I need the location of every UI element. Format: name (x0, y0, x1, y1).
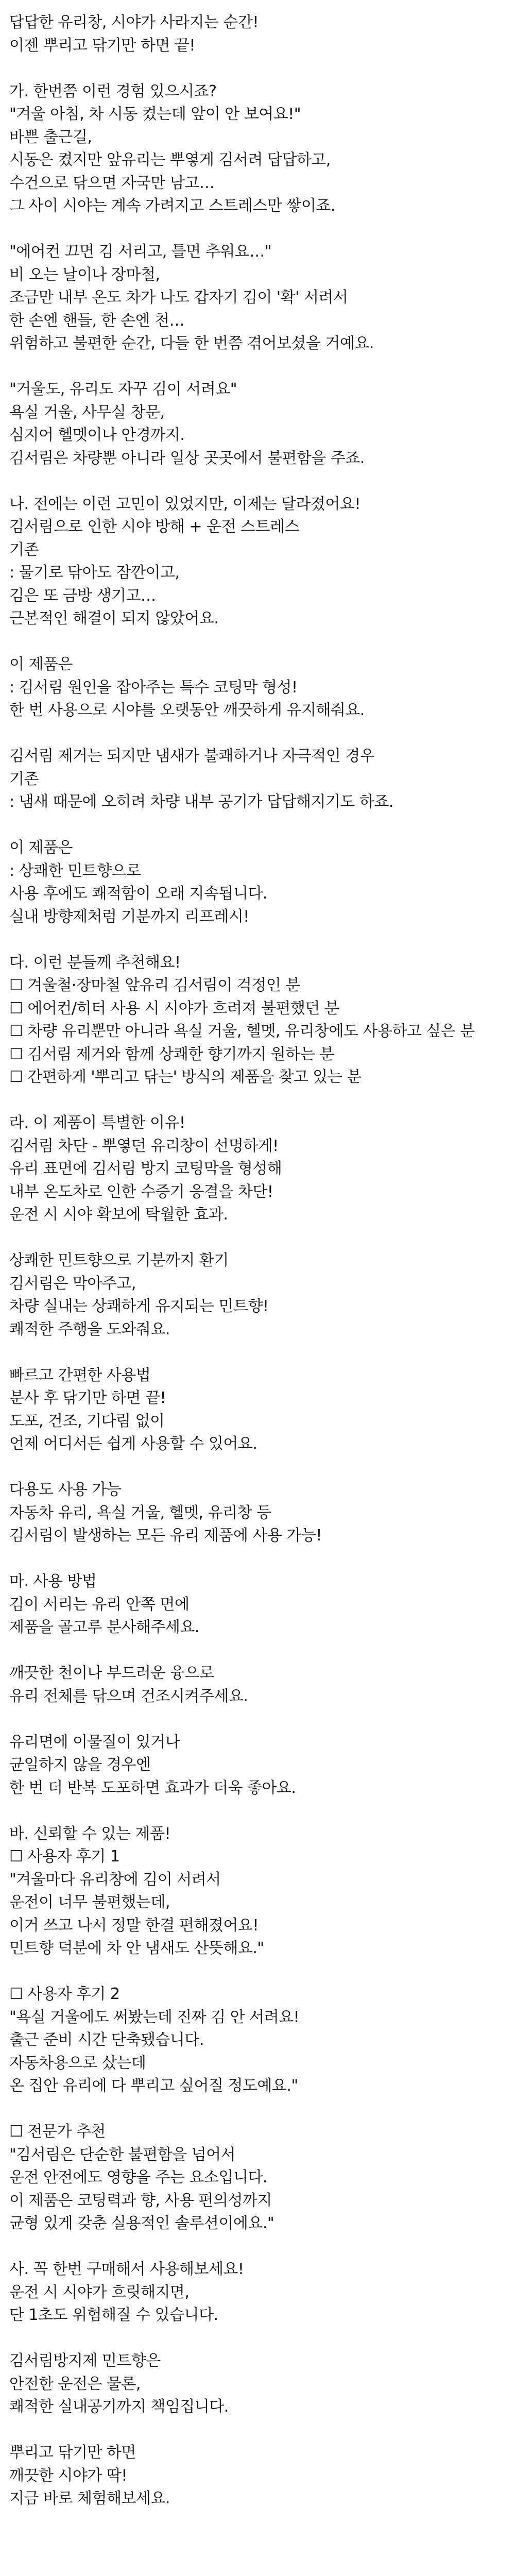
text-line: ☐ 김서림 제거와 함께 상쾌한 향기까지 원하는 분 (9, 1045, 334, 1063)
text-line: 나. 전에는 이런 고민이 있었지만, 이제는 달라졌어요! (9, 495, 360, 513)
text-line: 이 제품은 (9, 655, 73, 673)
text-line: 차량 실내는 상쾌하게 유지되는 민트향! (9, 1297, 269, 1315)
text-line: 다용도 사용 가능 (9, 1481, 122, 1499)
text-line: 상쾌한 민트향으로 기분까지 환기 (9, 1251, 229, 1269)
text-line: : 냄새 때문에 오히려 차량 내부 공기가 답답해지기도 하죠. (9, 793, 393, 811)
text-line: 김서림으로 인한 시야 방해 + 운전 스트레스 (9, 518, 300, 536)
paragraph-gap (9, 1089, 515, 1112)
paragraph (9, 11, 515, 57)
paragraph (9, 493, 515, 631)
paragraph-gap (9, 722, 515, 745)
text-line: 안전한 운전은 물론, (9, 2375, 141, 2393)
text-line: 깨끗한 시야가 딱! (9, 2466, 127, 2485)
text-line: 단 1초도 위험해질 수 있습니다. (9, 2306, 218, 2324)
paragraph (9, 1249, 515, 1341)
paragraph (9, 1823, 515, 1960)
paragraph (9, 837, 515, 928)
text-line: 사. 꼭 한번 구매해서 사용해보세요! (9, 2260, 244, 2278)
text-line: "겨울마다 유리창에 김이 서려서 (9, 1870, 221, 1889)
text-line: "에어컨 끄면 김 서리고, 틀면 추워요…" (9, 243, 272, 261)
text-line: 뿌리고 닦기만 하면 (9, 2444, 136, 2462)
text-line: 조금만 내부 온도 차가 나도 갑자기 김이 '확' 서려서 (9, 289, 348, 307)
text-line: 한 번 더 반복 도포하면 효과가 더욱 좋아요. (9, 1778, 296, 1797)
text-line: 자동차용으로 샀는데 (9, 2054, 146, 2072)
text-line: ☐ 사용자 후기 2 (9, 1985, 120, 2003)
text-line: ☐ 차량 유리뿐만 아니라 욕실 거울, 헬멧, 유리창에도 사용하고 싶은 분 (9, 1022, 475, 1040)
paragraph-gap (9, 2235, 515, 2259)
text-line: 출근 준비 시간 단축됐습니다. (9, 2031, 204, 2049)
text-line: 운전이 너무 불편했는데, (9, 1893, 170, 1911)
text-line: 내부 온도차로 인한 수증기 응결을 차단! (9, 1182, 273, 1201)
text-line: 김서림은 막아주고, (9, 1274, 136, 1293)
text-line: "욕실 거울에도 써봤는데 진짜 김 안 서려요! (9, 2008, 300, 2026)
text-line: 김서림이 발생하는 모든 유리 제품에 사용 가능! (9, 1527, 322, 1545)
text-line: 균일하지 않을 경우엔 (9, 1756, 151, 1774)
text-line: 마. 사용 방법 (9, 1572, 97, 1590)
paragraph (9, 2350, 515, 2419)
paragraph (9, 1570, 515, 1639)
text-line: 깨끗한 천이나 부드러운 융으로 (9, 1664, 214, 1682)
text-line: 빠르고 간편한 사용법 (9, 1366, 151, 1384)
paragraph-gap (9, 1341, 515, 1364)
paragraph-gap (9, 814, 515, 837)
text-line: ☐ 전문가 추천 (9, 2123, 106, 2141)
text-line: 이거 쓰고 나서 정말 한결 편해졌어요! (9, 1916, 259, 1935)
paragraph (9, 1479, 515, 1548)
text-line: 그 사이 시야는 계속 가려지고 스트레스만 쌓이죠. (9, 197, 335, 215)
text-line: ☐ 겨울철·장마철 앞유리 김서림이 걱정인 분 (9, 976, 300, 994)
text-line: 운전 시 시야 확보에 탁월한 효과. (9, 1206, 228, 1224)
text-line: 도포, 건조, 기다림 없이 (9, 1412, 165, 1430)
text-line: 한 손엔 핸들, 한 손엔 천… (9, 311, 185, 330)
paragraph (9, 1364, 515, 1456)
text-line: 자동차 유리, 욕실 거울, 헬멧, 유리창 등 (9, 1503, 271, 1522)
paragraph-gap (9, 1227, 515, 1250)
text-line: 기존 (9, 770, 39, 788)
text-line: 언제 어디서든 쉽게 사용할 수 있어요. (9, 1435, 258, 1453)
paragraph-gap (9, 928, 515, 952)
paragraph (9, 1112, 515, 1227)
paragraph (9, 1662, 515, 1708)
text-line: "겨울 아침, 차 시동 켰는데 앞이 안 보여요!" (9, 105, 301, 123)
text-line: 온 집안 유리에 다 뿌리고 싶어질 정도예요." (9, 2077, 298, 2095)
text-line: 김서림 제거는 되지만 냄새가 불쾌하거나 자극적인 경우 (9, 747, 375, 765)
text-line: "거울도, 유리도 자꾸 김이 서려요" (9, 380, 237, 398)
text-line: 김서림방지제 민트향은 (9, 2352, 161, 2370)
text-line: 김서림 차단 - 뿌옇던 유리창이 선명하게! (9, 1137, 279, 1155)
text-line: 쾌적한 주행을 도와줘요. (9, 1320, 170, 1338)
text-line: 유리 전체를 닦으며 건조시켜주세요. (9, 1687, 248, 1705)
paragraph-gap (9, 1639, 515, 1663)
text-line: ☐ 간편하게 '뿌리고 닦는' 방식의 제품을 찾고 있는 분 (9, 1068, 362, 1086)
text-line: 심지어 헬멧이나 안경까지. (9, 426, 185, 444)
paragraph-gap (9, 355, 515, 379)
paragraph (9, 80, 515, 218)
text-line: 김이 서리는 유리 안쪽 면에 (9, 1595, 190, 1614)
text-line: 욕실 거울, 사무실 창문, (9, 403, 165, 421)
text-line: 근본적인 해결이 되지 않았어요. (9, 609, 219, 628)
paragraph (9, 2121, 515, 2235)
paragraph (9, 1983, 515, 2098)
text-line: 분사 후 닦기만 하면 끝! (9, 1389, 166, 1407)
text-line: : 상쾌한 민트향으로 (9, 861, 141, 880)
text-line: 이 제품은 코팅력과 향, 사용 편의성까지 (9, 2191, 272, 2210)
text-line: 유리면에 이물질이 있거나 (9, 1733, 180, 1751)
text-line: 민트향 덕분에 차 안 냄새도 산뜻해요." (9, 1939, 264, 1957)
paragraph-gap (9, 57, 515, 80)
text-line: 답답한 유리창, 시야가 사라지는 순간! (9, 13, 259, 31)
paragraph-gap (9, 218, 515, 241)
text-line: : 김서림 원인을 잡아주는 특수 코팅막 형성! (9, 678, 298, 697)
text-line: 실내 방향제처럼 기분까지 리프레시! (9, 907, 249, 926)
text-line: 수건으로 닦으면 자국만 남고… (9, 174, 215, 192)
text-line: 운전 안전에도 영향을 주는 요소입니다. (9, 2168, 267, 2187)
text-line: 기존 (9, 540, 39, 559)
text-line: 바쁜 출근길, (9, 128, 92, 146)
paragraph (9, 653, 515, 722)
text-line: 바. 신뢰할 수 있는 제품! (9, 1824, 171, 1843)
paragraph (9, 745, 515, 814)
paragraph (9, 241, 515, 355)
text-line: 균형 있게 갖춘 실용적인 솔루션이에요." (9, 2214, 274, 2232)
text-line: 김서림은 차량뿐 아니라 일상 곳곳에서 불편함을 주죠. (9, 449, 365, 467)
text-line: 쾌적한 실내공기까지 책임집니다. (9, 2398, 229, 2416)
paragraph-gap (9, 2419, 515, 2442)
paragraph-gap (9, 1548, 515, 1571)
text-line: 가. 한번쯤 이런 경험 있으시죠? (9, 82, 217, 100)
paragraph (9, 1731, 515, 1800)
paragraph-gap (9, 1708, 515, 1731)
text-line: : 물기로 닦아도 잠깐이고, (9, 564, 180, 582)
paragraph-gap (9, 2098, 515, 2121)
text-line: ☐ 사용자 후기 1 (9, 1848, 120, 1866)
paragraph-gap (9, 470, 515, 493)
text-line: "김서림은 단순한 불편함을 넘어서 (9, 2145, 236, 2164)
paragraph-gap (9, 1800, 515, 1823)
text-line: 사용 후에도 쾌적함이 오래 지속됩니다. (9, 885, 267, 903)
text-line: 지금 바로 체험해보세요. (9, 2489, 170, 2507)
text-line: 유리 표면에 김서림 방지 코팅막을 형성해 (9, 1160, 282, 1178)
paragraph (9, 2258, 515, 2327)
text-line: 라. 이 제품이 특별한 이유! (9, 1114, 185, 1132)
text-line: 운전 시 시야가 흐릿해지면, (9, 2283, 190, 2301)
paragraph-gap (9, 631, 515, 654)
paragraph (9, 2442, 515, 2511)
paragraph-gap (9, 1456, 515, 1479)
text-line: 다. 이런 분들께 추천해요! (9, 953, 181, 972)
paragraph (9, 952, 515, 1089)
text-line: ☐ 에어컨/히터 사용 시 시야가 흐려져 불편했던 분 (9, 999, 339, 1018)
paragraph-gap (9, 2327, 515, 2350)
text-line: 위험하고 불편한 순간, 다들 한 번쯤 겪어보셨을 거예요. (9, 334, 374, 352)
text-line: 이 제품은 (9, 839, 73, 857)
text-line: 제품을 골고루 분사해주세요. (9, 1618, 199, 1636)
text-line: 시동은 켰지만 앞유리는 뿌옇게 김서려 답답하고, (9, 151, 331, 169)
text-line: 비 오는 날이나 장마철, (9, 265, 160, 284)
paragraph-gap (9, 1960, 515, 1984)
text-line: 김은 또 금방 생기고… (9, 586, 156, 605)
text-line: 한 번 사용으로 시야를 오랫동안 깨끗하게 유지해줘요. (9, 701, 365, 719)
text-line: 이젠 뿌리고 닦기만 하면 끝! (9, 36, 195, 55)
paragraph (9, 378, 515, 470)
